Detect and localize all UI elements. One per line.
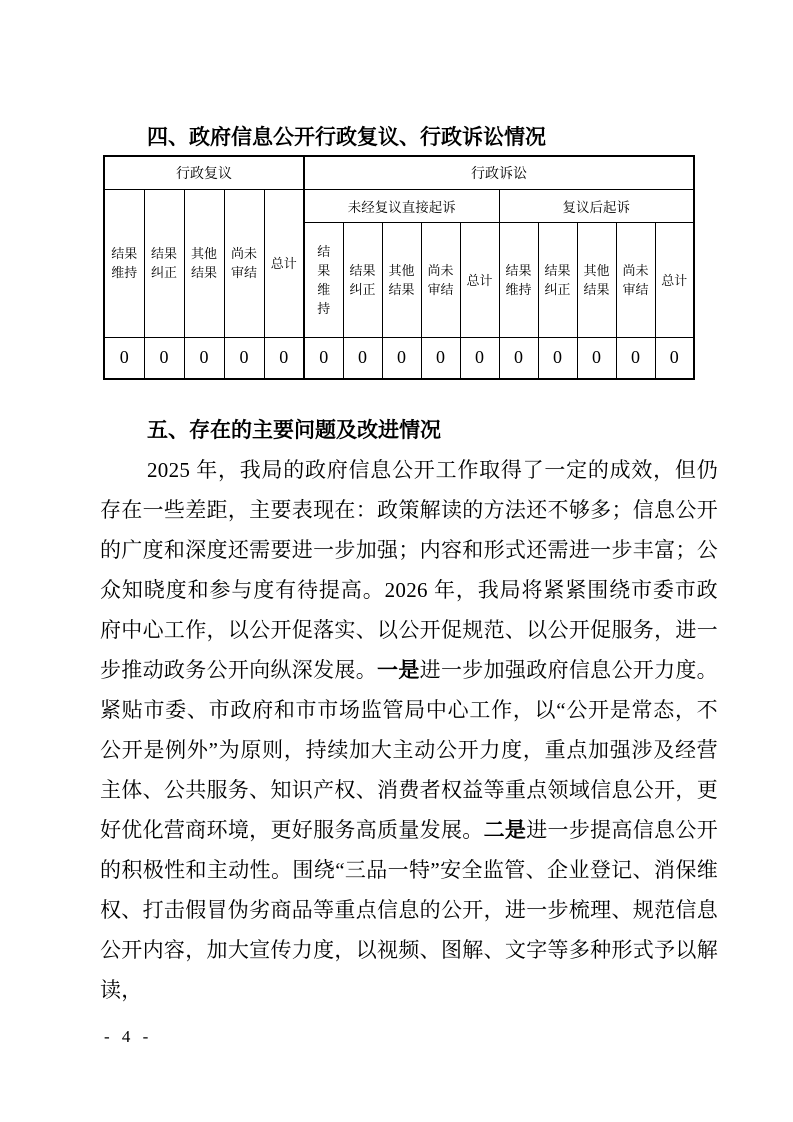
direct-col-header: 结果纠正 bbox=[343, 222, 382, 337]
body-paragraph bbox=[100, 450, 718, 1010]
after-review-suit-subgroup-header: 复议后起诉 bbox=[499, 189, 694, 222]
paragraph-segment: 2025 年，我局的政府信息公开工作取得了一定的成效，但仍存在一些差距，主要表现在：政策解读的方法还不够多；信息公开的广度和深度还需要进一步加强；内容和形式还需进一步丰富；公众知晓度和参与度有待提高。2026 年，我局将紧紧围绕市委市政府中心工作，以公开促落实、以公开促规范、以公开促服务，进一步推动政务公开向纵深发展。 bbox=[100, 458, 718, 682]
review-value-cell: 0 bbox=[224, 337, 264, 379]
after-value-cell: 0 bbox=[655, 337, 694, 379]
after-value-cell: 0 bbox=[577, 337, 616, 379]
review-col-header: 总计 bbox=[264, 189, 304, 337]
direct-value-cell: 0 bbox=[460, 337, 499, 379]
after-col-header: 总计 bbox=[655, 222, 694, 337]
direct-col-header: 尚未审结 bbox=[421, 222, 460, 337]
direct-col-header: 总计 bbox=[460, 222, 499, 337]
after-col-header: 尚未审结 bbox=[616, 222, 655, 337]
review-group-header: 行政复议 bbox=[104, 156, 304, 189]
litigation-group-header: 行政诉讼 bbox=[304, 156, 694, 189]
after-col-header: 结果纠正 bbox=[538, 222, 577, 337]
review-value-cell: 0 bbox=[144, 337, 184, 379]
direct-value-cell: 0 bbox=[343, 337, 382, 379]
direct-value-cell: 0 bbox=[421, 337, 460, 379]
paragraph-segment: 进一步加强政府信息公开力度。紧贴市委、市政府和市市场监管局中心工作，以“公开是常态，不公开是例外”为原则，持续加大主动公开力度，重点加强涉及经营主体、公共服务、知识产权、消费者权益等重点领域信息公开，更好优化营商环境，更好服务高质量发展。 bbox=[100, 658, 718, 842]
direct-suit-subgroup-header: 未经复议直接起诉 bbox=[304, 189, 499, 222]
review-value-cell: 0 bbox=[104, 337, 144, 379]
review-col-header: 结果纠正 bbox=[144, 189, 184, 337]
after-col-header: 其他结果 bbox=[577, 222, 616, 337]
direct-value-cell: 0 bbox=[382, 337, 421, 379]
admin-review-litigation-table bbox=[103, 155, 695, 380]
paragraph-segment: 进一步提高信息公开的积极性和主动性。围绕“三品一特”安全监管、企业登记、消保维权、打击假冒伪劣商品等重点信息的公开，进一步梳理、规范信息公开内容，加大宣传力度，以视频、图解、文字等多种形式予以解读， bbox=[100, 818, 718, 1002]
section-five-heading: 五、存在的主要问题及改进情况 bbox=[147, 419, 441, 442]
page-number: - 4 - bbox=[104, 1027, 153, 1046]
review-col-header: 尚未审结 bbox=[224, 189, 264, 337]
direct-col-header: 其他结果 bbox=[382, 222, 421, 337]
review-value-cell: 0 bbox=[184, 337, 224, 379]
after-value-cell: 0 bbox=[538, 337, 577, 379]
after-col-header: 结果维持 bbox=[499, 222, 538, 337]
review-col-header: 其他结果 bbox=[184, 189, 224, 337]
after-value-cell: 0 bbox=[616, 337, 655, 379]
review-col-header: 结果维持 bbox=[104, 189, 144, 337]
section-four-heading: 四、政府信息公开行政复议、行政诉讼情况 bbox=[147, 126, 546, 149]
direct-col-header: 结果维持 bbox=[304, 222, 343, 337]
paragraph-bold-marker-two: 二是 bbox=[483, 818, 527, 842]
after-value-cell: 0 bbox=[499, 337, 538, 379]
direct-value-cell: 0 bbox=[304, 337, 343, 379]
paragraph-bold-marker-one: 一是 bbox=[377, 658, 420, 682]
review-value-cell: 0 bbox=[264, 337, 304, 379]
